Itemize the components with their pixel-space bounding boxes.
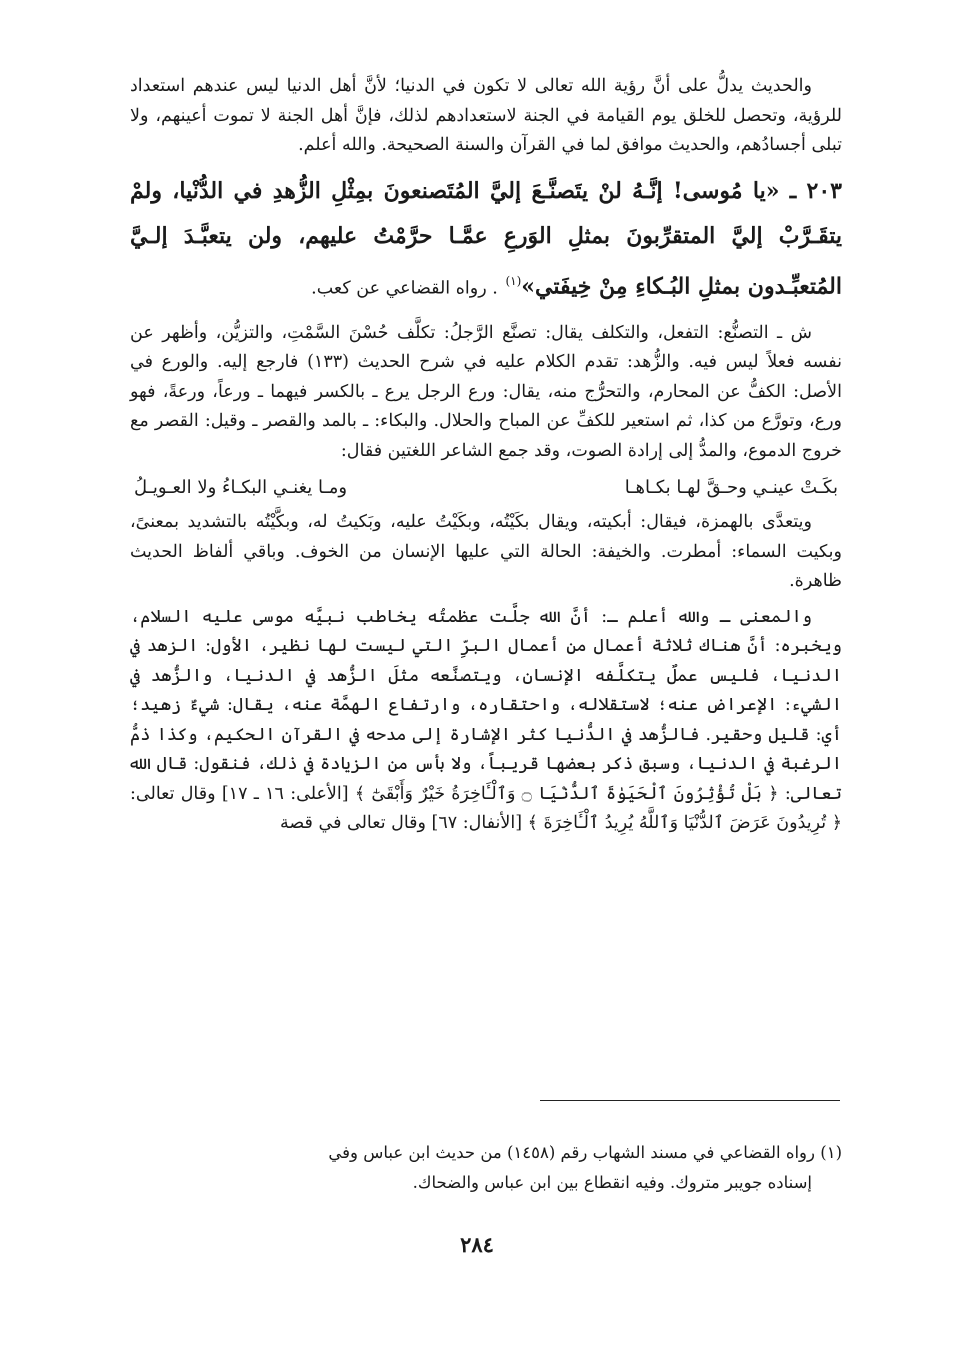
paragraph-meaning: والمعنى ـ والله أعلم ـ: أنَّ الله جلَّت عظمتُه يخاطب نبيَّه موسى عليه السلام، ويخبره: أنَّ هناك ثلاثة أعمال من أعمال البرِّ التي ليست لها نظير، الأول: الزهد في الدنيا، فليس عملٌ يتكلَّفه الإنسان، ويتصنَّعه مثلَ الزُّهد في الدنيا، والزُّهد في الشيء: الإعراض عنه؛ لاستقلاله، واحتقاره، وارتفاع الهمَّة عنه، يقال: شيءٌ زهيد؛ أي: قليل وحقير. فالزُّهد في الدُّنيا كثر الإشارة إلى مدحه في القرآن الحكيم، وكذا ذمُّ الرغبة في الدنيا، وسبق ذكر بعضها قريباً، ولا بأس من الزيادة في ذلك، فنقول: قال الله تعالى: ﴿ بَلْ تُؤْثِرُونَ ٱلْحَيَوٰةَ ٱلدُّنْيَا ۝ وَٱلْـَٔاخِرَةُ خَيْرٌ وَأَبْقَىٰٓ ﴾ [الأعلى: ١٦ ـ ١٧] وقال تعالى: ﴿ تُرِيدُونَ عَرَضَ ٱلدُّنْيَا وَٱللَّهُ يُرِيدُ ٱلْـَٔاخِرَةَ ﴾ [الأنفال: ٦٧] وقال تعالى في قصة bbox=[130, 606, 842, 834]
page-number: ٢٨٤ bbox=[460, 1232, 494, 1257]
hadith-source: . رواه القضاعي عن كعب. bbox=[311, 277, 498, 298]
footnote-line-1: (١) رواه القضاعي في مسند الشهاب رقم (١٤٥٨) من حديث ابن عباس وفي bbox=[328, 1143, 842, 1162]
footnote-line-2: إسناده جويبر متروك. وفيه انقطاع بين ابن عباس والضحاك. bbox=[412, 1173, 812, 1192]
hadith-203 bbox=[130, 169, 842, 311]
paragraph-sharh: ش ـ التصنُّع: التفعل، والتكلف يقال: تصنَّع الرَّجلُ: تكلَّف حُسْنَ السَّمْتِ، والتزيُّن، وأظهر عن نفسه فعلاً ليس فيه. والزُّهد: تقدم الكلام عليه في شرح الحديث (١٣٣) فارجع إليه. والورع في الأصل: الكفُّ عن المحارم، والتحرُّج منه، يقال: ورع الرجل يرع ـ بالكسر فيهما ـ ورعاً، ورعةً، فهو ورع، وتورَّع من كذا، ثم استعير للكفِّ عن المباح والحلال. والبكاء: ـ بالمد والقصر ـ وقيل: القصر مع خروج الدموع، والمدُّ إلى إرادة الصوت، وقد جمع الشاعر اللغتين فقال: bbox=[130, 322, 842, 461]
footnote-divider bbox=[540, 1100, 840, 1101]
footnote bbox=[128, 1138, 842, 1198]
hadith-text: ٢٠٣ ـ «يا مُوسى! إنَّـهُ لنْ يتَصنَّـعَ إليَّ المُتَصنعونَ بمِثْلِ الزُّهدِ في الدُّنْيا، ولمْ يتقَـرَّبْ إليَّ المتقرِّبونَ بمثلِ الوَرعِ عمَّـا حرَّمْتُ عليهم، ولن يتعبَّـدَ إلـيَّ المُتعبِّـدون بمثلِ البُـكاءِ مِنْ خِيفَتي» bbox=[130, 177, 842, 299]
footnote-marker[interactable]: (١) bbox=[505, 273, 522, 288]
verse-first-hemistich: بكَـتْ عينـي وحـقَّ لهـا بكـاهـا bbox=[624, 477, 838, 499]
paragraph-intro: والحديث يدلُّ على أنَّ رؤية الله تعالى لا تكون في الدنيا؛ لأنَّ أهل الدنيا ليس عندهم استعداد للرؤية، وتحصل للخلق يوم القيامة في الجنة لاستعدادهم لذلك، فإنَّ أهل الجنة لا تموت أعينهم، ولا تبلى أجسادُهم، والحديث موافق لما في القرآن والسنة الصحيحة. والله أعلم. bbox=[130, 76, 842, 155]
verse-second-hemistich: ومـا يغنـي البكـاءُ ولا العـويـلُ bbox=[134, 477, 348, 499]
paragraph-bukaa: ويتعدَّى بالهمزة، فيقال: أبكيته، ويقال بكَيْتُه، وبكَيْتُ عليه، وبَكيتُ له، وبكَّيْتُه بالتشديد بمعنىً، وبكيت السماء: أمطرت. والخيفة: الحالة التي عليها الإنسان من الخوف. وباقي ألفاظ الحديث ظاهرة. bbox=[130, 512, 842, 592]
poetry-verse bbox=[130, 472, 842, 504]
page-body bbox=[130, 72, 842, 839]
